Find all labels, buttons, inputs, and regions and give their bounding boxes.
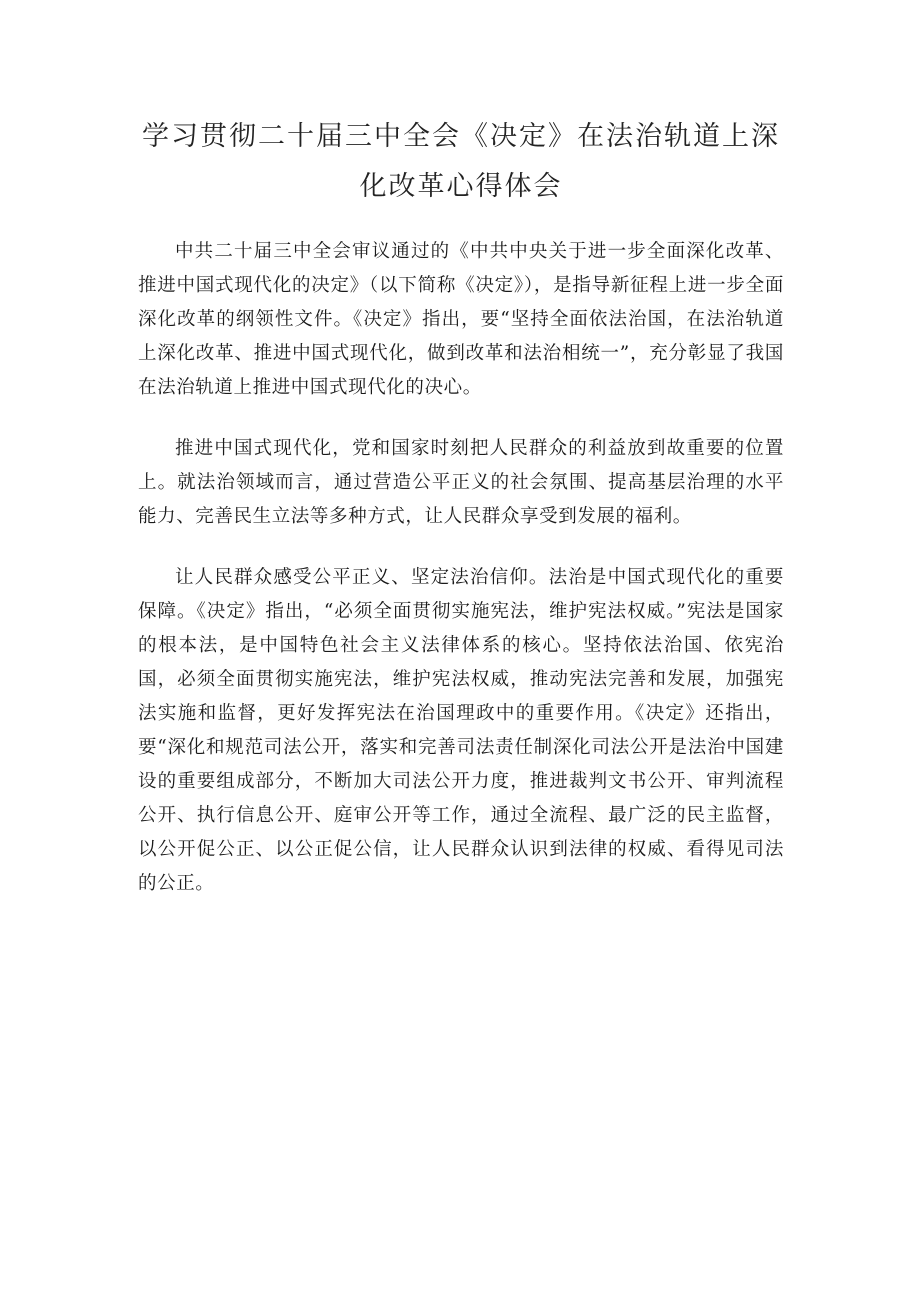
paragraph-1: 中共二十届三中全会审议通过的《中共中央关于进一步全面深化改革、推进中国式现代化的决定》（以下简称《决定》），是指导新征程上进一步全面深化改革的纲领性文件。《决定》指出，要“坚持全面依法治国，在法治轨道上深化改革、推进中国式现代化，做到改革和法治相统一”，充分彰显了我国在法治轨道上推进中国式现代化的决心。 bbox=[138, 241, 784, 398]
title-line-1: 学习贯彻二十届三中全会《决定》在法治轨道上深 bbox=[142, 121, 780, 152]
paragraph-2: 推进中国式现代化，党和国家时刻把人民群众的利益放到故重要的位置上。就法治领域而言，通过营造公平正义的社会氛围、提高基层治理的水平能力、完善民生立法等多种方式，让人民群众享受到发展的福利。 bbox=[138, 438, 784, 527]
paragraph-3: 让人民群众感受公平正义、坚定法治信仰。法治是中国式现代化的重要保障。《决定》指出，“必须全面贯彻实施宪法，维护宪法权威。”宪法是国家的根本法，是中国特色社会主义法律体系的核心。坚持依法治国、依宪治国，必须全面贯彻实施宪法，维护宪法权威，推动宪法完善和发展，加强宪法实施和监督，更好发挥宪法在治国理政中的重要作用。《决定》还指出，要“深化和规范司法公开，落实和完善司法责任制深化司法公开是法治中国建设的重要组成部分，不断加大司法公开力度，推进裁判文书公开、审判流程公开、执行信息公开、庭审公开等工作，通过全流程、最广泛的民主监督，以公开促公正、以公正促公信，让人民群众认识到法律的权威、看得见司法的公正。 bbox=[138, 567, 784, 894]
document-title bbox=[138, 112, 784, 212]
document-page bbox=[138, 112, 784, 901]
title-line-2: 化改革心得体会 bbox=[359, 171, 563, 202]
